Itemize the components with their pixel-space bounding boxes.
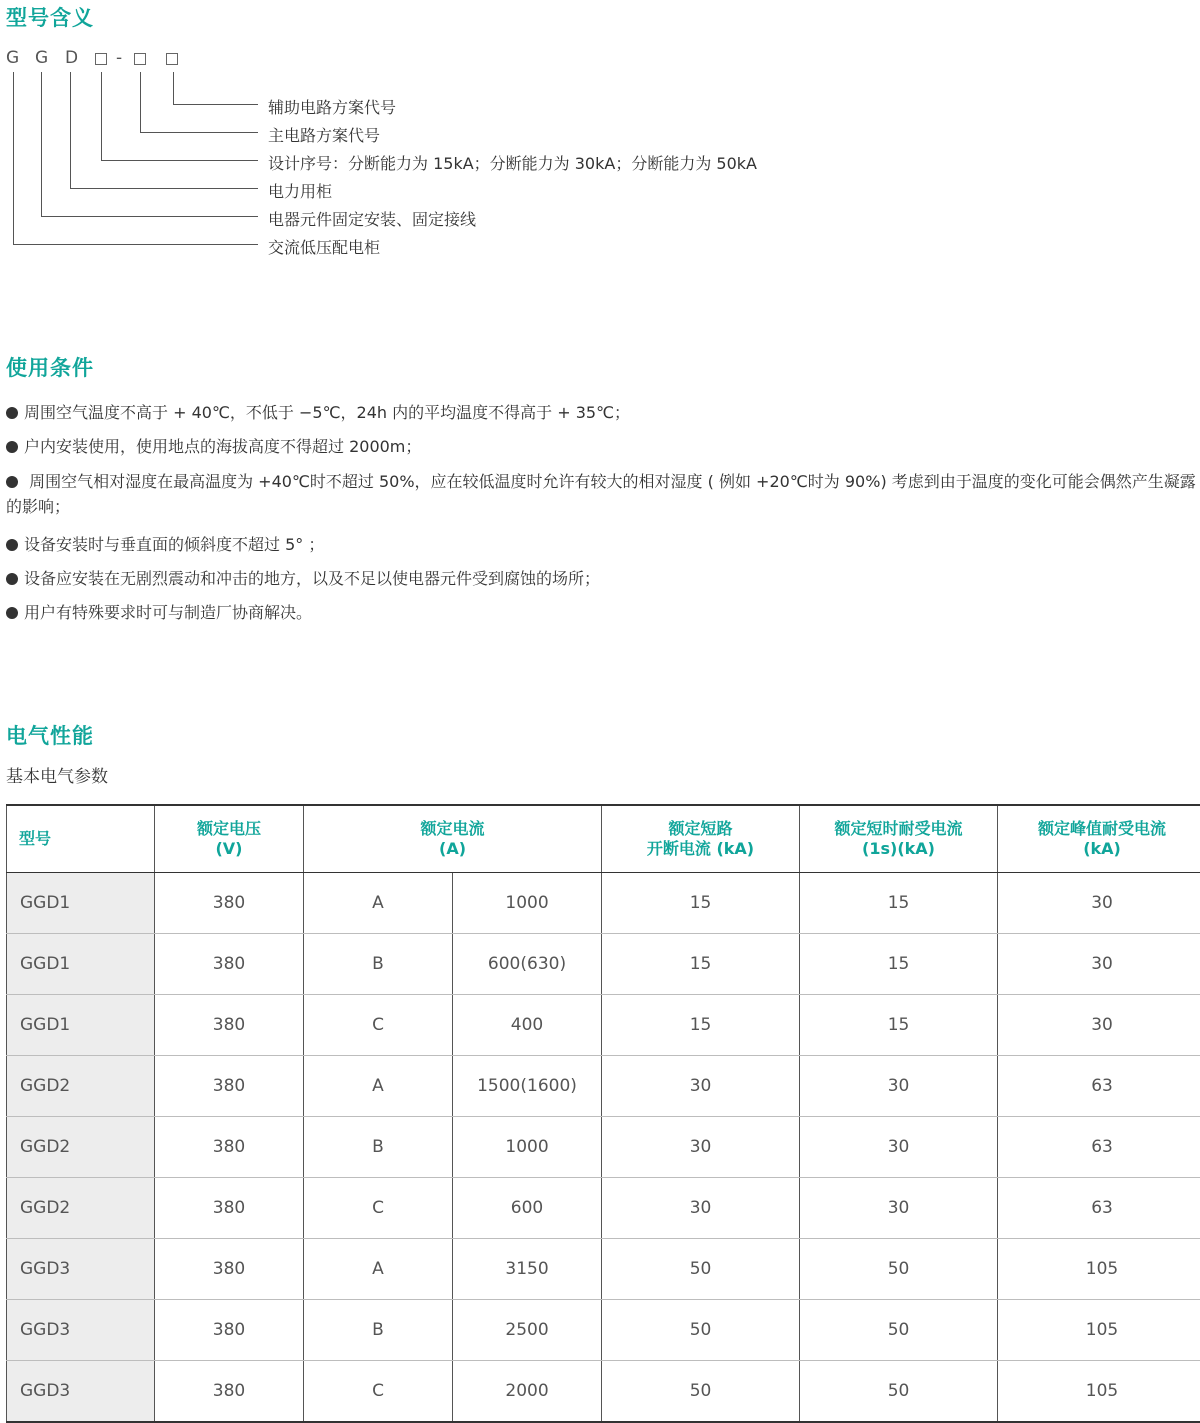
section-title-conditions: 使用条件 xyxy=(6,352,94,382)
code-hyphen: - xyxy=(116,48,122,68)
cell-current: 2500 xyxy=(453,1300,602,1361)
cell-peak: 63 xyxy=(998,1178,1200,1239)
table-header-row xyxy=(7,805,1200,873)
cell-current-grade: B xyxy=(304,934,453,995)
cell-voltage: 380 xyxy=(155,1239,304,1300)
cell-peak: 105 xyxy=(998,1361,1200,1423)
cell-model: GGD1 xyxy=(7,873,155,934)
cell-current-grade: B xyxy=(304,1300,453,1361)
cell-current: 3150 xyxy=(453,1239,602,1300)
model-code-bracket-lines xyxy=(0,0,270,260)
cell-breaking: 30 xyxy=(602,1178,800,1239)
header-rated-current: 额定电流 (A) xyxy=(304,805,602,873)
list-item: 周围空气相对湿度在最高温度为 +40℃时不超过 50%，应在较低温度时允许有较大的相对湿度 ( 例如 +20℃时为 90%) 考虑到由于温度的变化可能会偶然产生凝露的影响； xyxy=(6,469,1200,519)
cell-breaking: 30 xyxy=(602,1117,800,1178)
cell-voltage: 380 xyxy=(155,934,304,995)
table-row xyxy=(7,1239,1200,1300)
cell-current-grade: C xyxy=(304,1178,453,1239)
cell-breaking: 15 xyxy=(602,873,800,934)
bullet-icon xyxy=(6,441,18,453)
bullet-icon xyxy=(6,607,18,619)
cell-short-time: 50 xyxy=(800,1239,998,1300)
cell-model: GGD1 xyxy=(7,995,155,1056)
bracket-line xyxy=(14,72,259,245)
cell-current: 2000 xyxy=(453,1361,602,1423)
code-label-fixed-install: 电器元件固定安装、固定接线 xyxy=(268,207,476,230)
cell-breaking: 15 xyxy=(602,995,800,1056)
cell-short-time: 50 xyxy=(800,1300,998,1361)
header-peak-withstand: 额定峰值耐受电流 (kA) xyxy=(998,805,1200,873)
code-char-d: D xyxy=(65,48,78,68)
cell-short-time: 15 xyxy=(800,995,998,1056)
code-label-power-cabinet: 电力用柜 xyxy=(268,179,332,202)
cell-breaking: 50 xyxy=(602,1239,800,1300)
cell-voltage: 380 xyxy=(155,1056,304,1117)
cell-short-time: 15 xyxy=(800,873,998,934)
cell-current: 600 xyxy=(453,1178,602,1239)
bracket-line xyxy=(42,72,259,217)
cell-current: 1000 xyxy=(453,873,602,934)
header-short-circuit-breaking: 额定短路 开断电流 (kA) xyxy=(602,805,800,873)
list-item: 设备应安装在无剧烈震动和冲击的地方，以及不足以使电器元件受到腐蚀的场所； xyxy=(6,566,1200,591)
cell-model: GGD2 xyxy=(7,1117,155,1178)
bullet-icon xyxy=(6,476,18,488)
code-char-g2: G xyxy=(35,48,48,68)
header-model: 型号 xyxy=(7,805,155,873)
cell-peak: 30 xyxy=(998,873,1200,934)
header-rated-voltage: 额定电压 (V) xyxy=(155,805,304,873)
cell-breaking: 15 xyxy=(602,934,800,995)
cell-peak: 63 xyxy=(998,1056,1200,1117)
cell-peak: 105 xyxy=(998,1239,1200,1300)
section-title-electrical: 电气性能 xyxy=(6,720,94,750)
cell-short-time: 30 xyxy=(800,1178,998,1239)
cell-model: GGD2 xyxy=(7,1178,155,1239)
cell-voltage: 380 xyxy=(155,873,304,934)
cell-peak: 30 xyxy=(998,934,1200,995)
cell-breaking: 50 xyxy=(602,1300,800,1361)
cell-short-time: 50 xyxy=(800,1361,998,1423)
electrical-params-table xyxy=(6,804,1200,1423)
bracket-line xyxy=(71,72,259,189)
header-short-time-withstand: 额定短时耐受电流 (1s)(kA) xyxy=(800,805,998,873)
section-title-model: 型号含义 xyxy=(6,2,94,32)
code-char-g1: G xyxy=(6,48,19,68)
list-item: 周围空气温度不高于 + 40℃，不低于 −5℃，24h 内的平均温度不得高于 + 35℃； xyxy=(6,400,1200,425)
cell-short-time: 30 xyxy=(800,1117,998,1178)
cell-current: 1500(1600) xyxy=(453,1056,602,1117)
bullet-icon xyxy=(6,407,18,419)
cell-current-grade: A xyxy=(304,1239,453,1300)
list-item: 户内安装使用，使用地点的海拔高度不得超过 2000m； xyxy=(6,434,1200,459)
table-row xyxy=(7,1178,1200,1239)
table-row xyxy=(7,1300,1200,1361)
cell-short-time: 30 xyxy=(800,1056,998,1117)
bullet-icon xyxy=(6,573,18,585)
cell-peak: 105 xyxy=(998,1300,1200,1361)
table-row xyxy=(7,1117,1200,1178)
cell-voltage: 380 xyxy=(155,995,304,1056)
cell-current-grade: C xyxy=(304,1361,453,1423)
code-label-design-serial: 设计序号：分断能力为 15kA；分断能力为 30kA；分断能力为 50kA xyxy=(268,151,757,174)
cell-current-grade: A xyxy=(304,1056,453,1117)
code-label-aux-circuit: 辅助电路方案代号 xyxy=(268,95,396,118)
cell-voltage: 380 xyxy=(155,1361,304,1423)
bracket-line xyxy=(102,72,259,161)
cell-voltage: 380 xyxy=(155,1117,304,1178)
cell-model: GGD3 xyxy=(7,1239,155,1300)
code-label-ac-lv-cabinet: 交流低压配电柜 xyxy=(268,235,380,258)
cell-breaking: 30 xyxy=(602,1056,800,1117)
bracket-line xyxy=(141,72,259,133)
cell-peak: 30 xyxy=(998,995,1200,1056)
table-row xyxy=(7,873,1200,934)
code-label-main-circuit: 主电路方案代号 xyxy=(268,123,380,146)
cell-voltage: 380 xyxy=(155,1178,304,1239)
table-subtitle: 基本电气参数 xyxy=(6,762,108,787)
cell-model: GGD3 xyxy=(7,1300,155,1361)
cell-model: GGD1 xyxy=(7,934,155,995)
cell-model: GGD2 xyxy=(7,1056,155,1117)
cell-current-grade: C xyxy=(304,995,453,1056)
table-row xyxy=(7,1361,1200,1423)
cell-model: GGD3 xyxy=(7,1361,155,1423)
table-row xyxy=(7,995,1200,1056)
cell-short-time: 15 xyxy=(800,934,998,995)
list-item: 用户有特殊要求时可与制造厂协商解决。 xyxy=(6,600,1200,625)
cell-current: 600(630) xyxy=(453,934,602,995)
bullet-icon xyxy=(6,539,18,551)
cell-peak: 63 xyxy=(998,1117,1200,1178)
cell-breaking: 50 xyxy=(602,1361,800,1423)
table-row xyxy=(7,934,1200,995)
bracket-line xyxy=(174,72,259,105)
cell-current: 400 xyxy=(453,995,602,1056)
cell-voltage: 380 xyxy=(155,1300,304,1361)
table-row xyxy=(7,1056,1200,1117)
cell-current: 1000 xyxy=(453,1117,602,1178)
cell-current-grade: B xyxy=(304,1117,453,1178)
list-item: 设备安装时与垂直面的倾斜度不超过 5° ； xyxy=(6,532,1200,557)
cell-current-grade: A xyxy=(304,873,453,934)
